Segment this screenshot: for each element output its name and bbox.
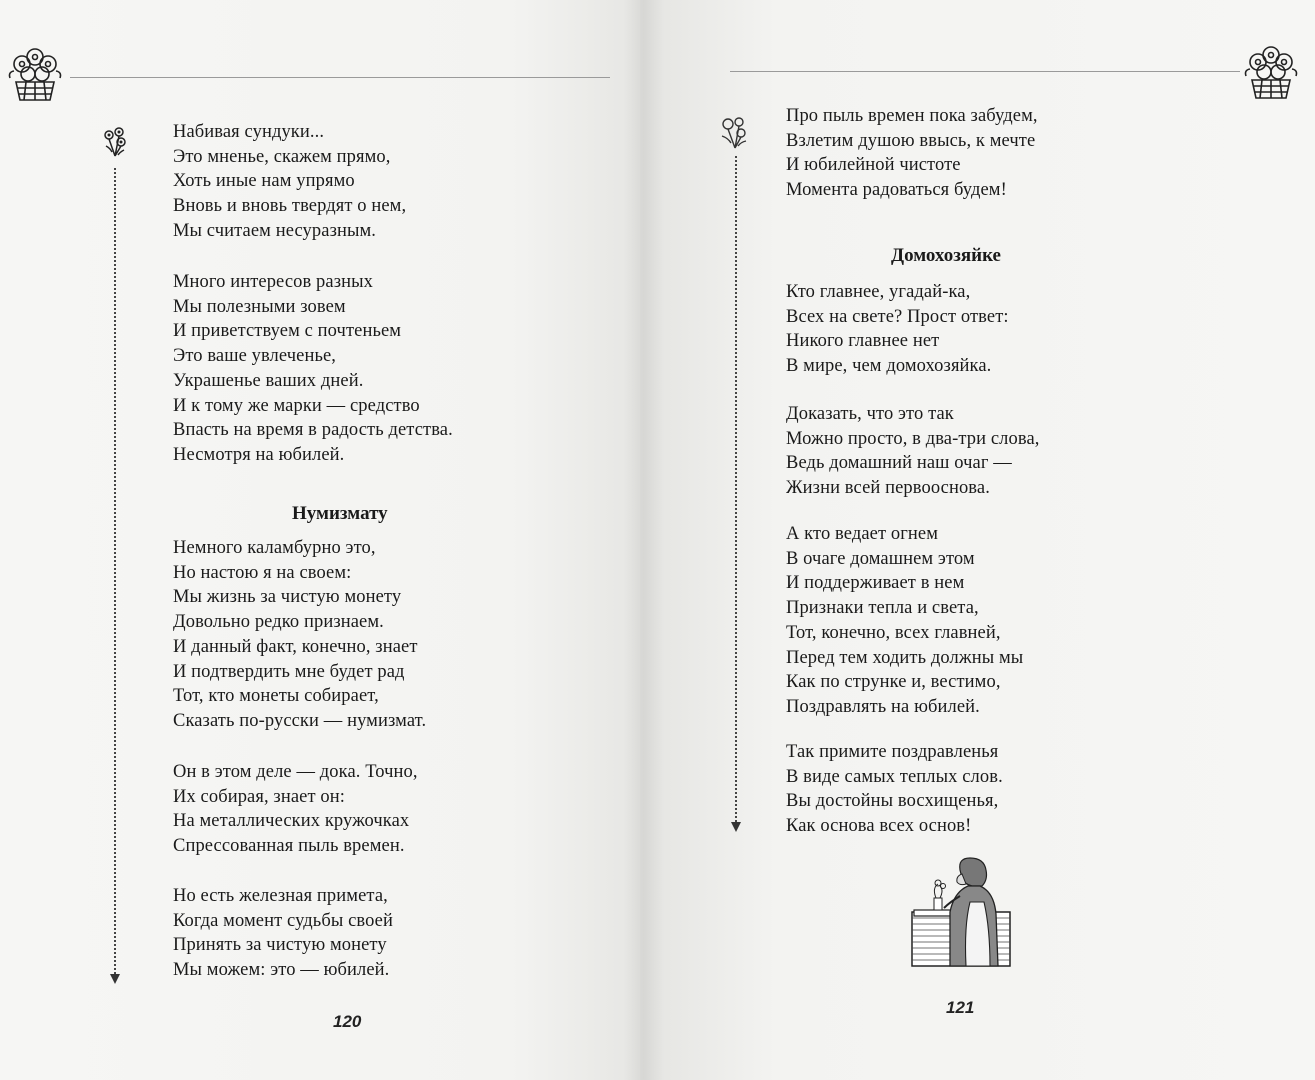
verse-line: Мы полезными зовем [173, 296, 346, 317]
verse-line: Впасть на время в радость детства. [173, 420, 453, 441]
verse-line: И подтвердить мне будет рад [173, 661, 405, 682]
verse-line: Взлетим душою ввысь, к мечте [786, 130, 1036, 151]
verse-line: Несмотря на юбилей. [173, 444, 345, 465]
verse-line: Жизни всей первооснова. [786, 478, 990, 499]
verse-line: Поздравлять на юбилей. [786, 696, 980, 717]
verse-line: Кто главнее, угадай-ка, [786, 282, 971, 302]
verse-line: Он в этом деле — дока. Точно, [173, 762, 418, 782]
poem-title: Нумизмату [292, 503, 388, 524]
page-number: 120 [333, 1012, 362, 1031]
verse-line: Но настою я на своем: [173, 562, 352, 583]
header-rule-left [70, 77, 610, 78]
stanza [786, 740, 1003, 839]
verse-line: В очаге домашнем этом [786, 548, 975, 569]
page-number: 121 [946, 998, 975, 1017]
verse-line: И данный факт, конечно, знает [173, 636, 418, 657]
verse-line: Их собирая, знает он: [173, 786, 345, 807]
dotted-guide-line [114, 168, 116, 974]
verse-line: А кто ведает огнем [786, 524, 939, 544]
verse-line: Мы можем: это — юбилей. [173, 960, 390, 981]
dotted-guide-line [735, 156, 737, 822]
verse-line: Так примите поздравленья [786, 742, 999, 762]
verse-line: Мы жизнь за чистую монету [173, 587, 402, 608]
stanza [173, 120, 406, 244]
verse-line: Можно просто, в два-три слова, [786, 428, 1040, 449]
header-rule-right [730, 71, 1240, 72]
verse-line: Момента радоваться будем! [786, 180, 1007, 201]
stanza [786, 522, 1023, 720]
verse-line: Вновь и вновь твердят о нем, [173, 196, 407, 217]
verse-line: На металлических кружочках [173, 811, 410, 832]
verse-line: Как по струнке и, вестимо, [786, 672, 1001, 693]
verse-line: В мире, чем домохозяйка. [786, 356, 992, 377]
verse-line: В виде самых теплых слов. [786, 766, 1003, 787]
verse-line: Довольно редко признаем. [173, 612, 384, 633]
verse-line: Принять за чистую монету [173, 935, 387, 956]
verse-line: Признаки тепла и света, [786, 598, 979, 619]
stanza [786, 280, 1009, 379]
verse-line: Это ваше увлеченье, [173, 346, 337, 367]
stanza [173, 270, 453, 468]
verse-line: Когда момент судьбы своей [173, 910, 393, 931]
stanza [786, 402, 1040, 501]
flower-basket-icon [1240, 42, 1302, 104]
verse-line: Тот, конечно, всех главней, [786, 622, 1001, 643]
verse-line: И приветствуем с почтеньем [173, 321, 402, 342]
verse-line: Перед тем ходить должны мы [786, 647, 1024, 668]
stanza [173, 760, 418, 859]
flower-basket-icon [4, 44, 66, 106]
verse-line: Всех на свете? Прост ответ: [786, 306, 1009, 327]
flower-sprig-icon [100, 126, 130, 166]
verse-line: Набивая сундуки... [173, 122, 325, 142]
verse-line: Но есть железная примета, [173, 886, 388, 906]
verse-line: Ведь домашний наш очаг — [786, 453, 1012, 474]
arrow-down-icon [731, 822, 741, 832]
stanza [173, 884, 393, 983]
verse-line: И к тому же марки — средство [173, 395, 420, 416]
housewife-illustration [910, 856, 1012, 968]
verse-line: И поддерживает в нем [786, 573, 965, 594]
verse-line: Спрессованная пыль времен. [173, 836, 405, 857]
verse-line: Доказать, что это так [786, 404, 954, 424]
verse-line: Сказать по-русски — нумизмат. [173, 710, 427, 731]
arrow-down-icon [110, 974, 120, 984]
verse-line: Мы считаем несуразным. [173, 220, 377, 241]
stanza [173, 536, 426, 734]
verse-line: Как основа всех основ! [786, 816, 972, 837]
verse-line: Это мненье, скажем прямо, [173, 146, 391, 167]
book-gutter [624, 0, 664, 1080]
verse-line: Немного каламбурно это, [173, 538, 376, 558]
verse-line: Украшенье ваших дней. [173, 370, 364, 391]
verse-line: Никого главнее нет [786, 331, 940, 352]
poem-title: Домохозяйке [891, 245, 1001, 266]
verse-line: Много интересов разных [173, 272, 373, 292]
verse-line: Про пыль времен пока забудем, [786, 106, 1038, 126]
verse-line: И юбилейной чистоте [786, 155, 961, 176]
verse-line: Вы достойны восхищенья, [786, 791, 999, 812]
flower-sprig-icon [716, 114, 750, 156]
verse-line: Хоть иные нам упрямо [173, 171, 355, 192]
verse-line: Тот, кто монеты собирает, [173, 686, 379, 707]
stanza [786, 104, 1038, 203]
